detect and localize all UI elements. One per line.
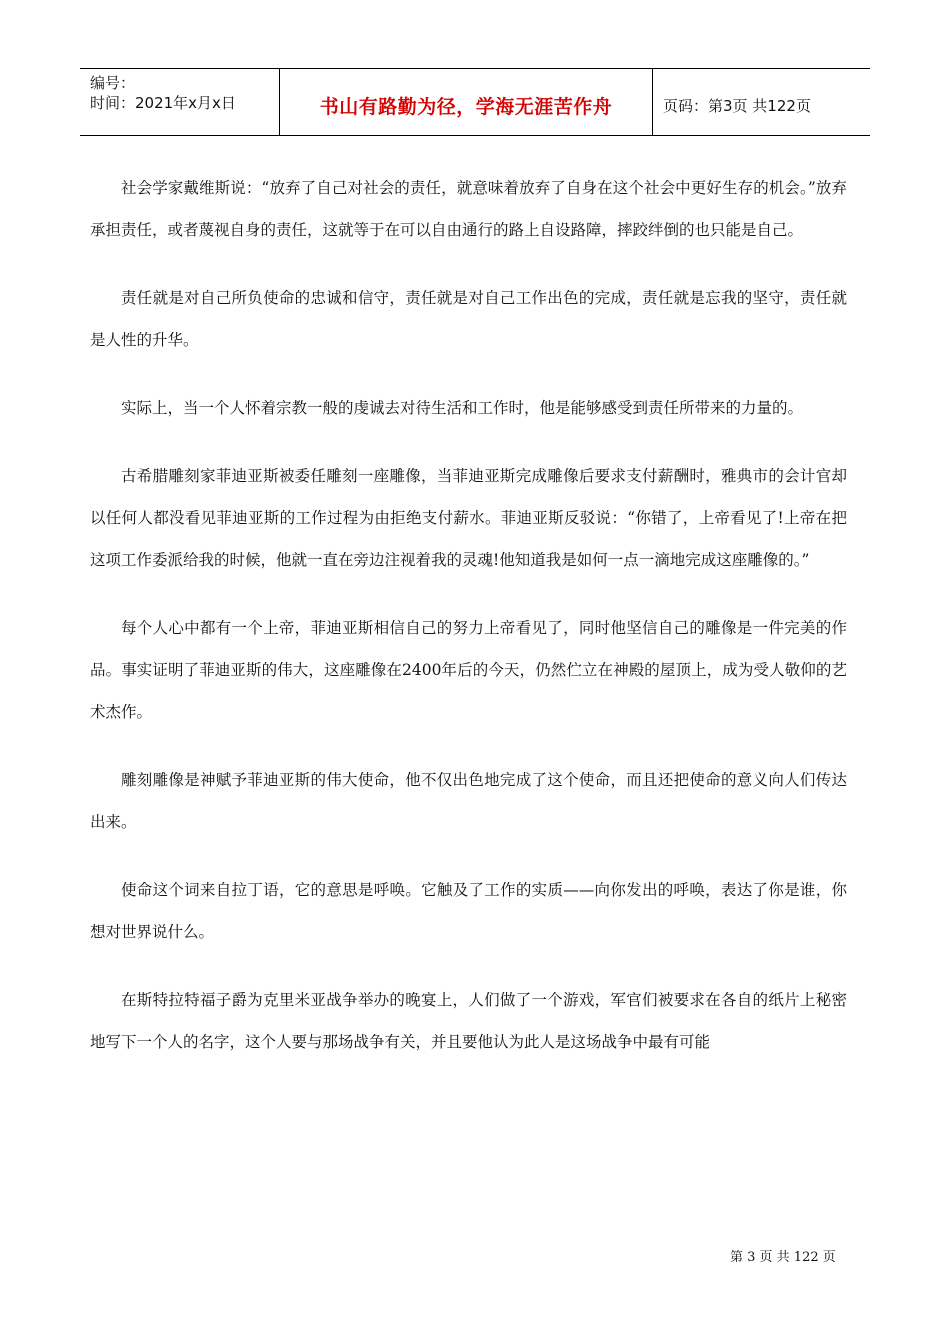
header-meta (80, 69, 280, 135)
document-header (80, 68, 870, 136)
paragraph: 每个人心中都有一个上帝，菲迪亚斯相信自己的努力上帝看见了，同时他坚信自己的雕像是一件完美的作品。事实证明了菲迪亚斯的伟大，这座雕像在2400年后的今天，仍然伫立在神殿的屋顶上，成为受人敬仰的艺术杰作。 (90, 619, 847, 721)
page-footer (0, 1246, 950, 1265)
paragraph: 实际上，当一个人怀着宗教一般的虔诚去对待生活和工作时，他是能够感受到责任所带来的力量的。 (121, 399, 804, 417)
serial-label: 编号： (90, 74, 136, 92)
header-motto: 书山有路勤为径，学海无涯苦作舟 (280, 69, 653, 135)
paragraph: 雕刻雕像是神赋予菲迪亚斯的伟大使命，他不仅出色地完成了这个使命，而且还把使命的意义向人们传达出来。 (90, 771, 847, 831)
document-body (90, 167, 847, 1089)
header-page-code: 页码：第3页 共122页 (663, 96, 811, 115)
paragraph: 古希腊雕刻家菲迪亚斯被委任雕刻一座雕像，当菲迪亚斯完成雕像后要求支付薪酬时，雅典市的会计官却以任何人都没看见菲迪亚斯的工作过程为由拒绝支付薪水。菲迪亚斯反驳说：“你错了，上帝看见了!上帝在把这项工作委派给我的时候，他就一直在旁边注视着我的灵魂!他知道我是如何一点一滴地完成这座雕像的。” (90, 467, 847, 569)
footer-page-number: 第 3 页 共 122 页 (730, 1250, 836, 1265)
paragraph: 在斯特拉特福子爵为克里米亚战争举办的晚宴上，人们做了一个游戏，军官们被要求在各自的纸片上秘密地写下一个人的名字，这个人要与那场战争有关，并且要他认为此人是这场战争中最有可能 (90, 991, 847, 1051)
paragraph: 社会学家戴维斯说：“放弃了自己对社会的责任，就意味着放弃了自身在这个社会中更好生存的机会。”放弃承担责任，或者蔑视自身的责任，这就等于在可以自由通行的路上自设路障，摔跤绊倒的也只能是自己。 (90, 179, 847, 239)
paragraph: 责任就是对自己所负使命的忠诚和信守，责任就是对自己工作出色的完成，责任就是忘我的坚守，责任就是人性的升华。 (90, 289, 847, 349)
paragraph: 使命这个词来自拉丁语，它的意思是呼唤。它触及了工作的实质——向你发出的呼唤，表达了你是谁，你想对世界说什么。 (90, 881, 847, 941)
date-line: 时间：2021年x月x日 (90, 94, 236, 112)
